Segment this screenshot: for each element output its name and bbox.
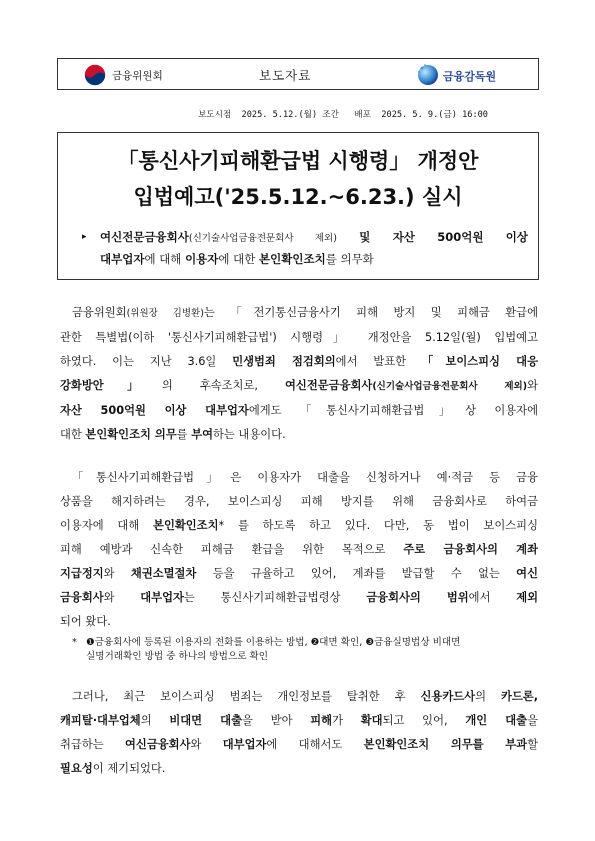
p1-line: 하였다. 이는 지난 3.6일 민생범죄 점검회의에서 발표한 「보이스피싱 대응 (60, 355, 539, 368)
p3-line: 그러나, 최근 보이스피싱 범죄는 개인정보를 탈취한 후 신용카드사의 카드론, (72, 690, 538, 703)
summary-line-2: 대부업자에 대해 이용자에 대한 본인확인조치를 의무화 (100, 252, 374, 266)
fss-globe-icon (416, 63, 440, 87)
paragraph-1 (60, 301, 538, 447)
p1-line: 금융위원회(위원장 김병환)는 「전기통신금융사기 피해 방지 및 피해금 환급에 (72, 306, 538, 319)
title-line-2: 입법예고('25.5.12.~6.23.) 실시 (133, 185, 463, 209)
title-box (57, 132, 539, 280)
p3-line: 취급하는 여신금융회사와 대부업자에 대해서도 본인확인조치 의무를 부과할 (60, 738, 538, 751)
p1-line: 대한 본인확인조치 의무를 부여하는 내용이다. (60, 428, 286, 441)
fsc-emblem-icon (84, 64, 106, 86)
partner-agency-name: 금융감독원 (443, 70, 497, 83)
footnote-marker: * (72, 637, 77, 648)
paragraph-3 (60, 685, 538, 781)
paragraph-2 (60, 466, 538, 634)
footnote-line-2: 실명거래확인 방법 중 하나의 방법으로 확인 (86, 651, 269, 662)
p1-line: 관한 특별법(이하 '통신사기피해환급법') 시행령」 개정안을 5.12일(월) 입법예고 (60, 331, 538, 344)
footnote-line-1: ❶금융회사에 등록된 이용자의 전화를 이용하는 방법, ❷대면 확인, ❸금융실명법상 비대면 (86, 637, 461, 648)
p3-line: 필요성이 제기되었다. (60, 762, 166, 775)
summary-line-1: 여신전문금융회사(신기술사업금융전문회사 제외) 및 자산 500억원 이상 (100, 230, 529, 244)
p2-line: 피해 예방과 신속한 피해금 환급을 위한 목적으로 주로 금융회사의 계좌 (60, 543, 538, 556)
p2-line: 이용자에 대해 본인확인조치* 를 하도록 하고 있다. 다만, 동 법이 보이스피싱 (60, 519, 538, 532)
p2-line: 되어 왔다. (60, 615, 111, 628)
doc-type-label: 보도자료 (259, 68, 312, 83)
p1-line: 강화방안」의 후속조치로, 여신전문금융회사(신기술사업금융전문회사 제외)와 (60, 379, 538, 392)
press-header (57, 58, 539, 90)
bullet-arrow-icon: ▸ (82, 232, 87, 242)
summary-bullet (82, 227, 528, 270)
p2-line: 상품을 해지하려는 경우, 보이스피싱 피해 방지를 위해 금융회사로 하여금 (60, 495, 538, 508)
p2-line: 금융회사와 대부업자는 통신사기피해환급법령상 금융회사의 범위에서 제외 (60, 591, 539, 604)
agency-name: 금융위원회 (112, 70, 163, 82)
p3-line: 캐피탈·대부업체의 비대면 대출을 받아 피해가 확대되고 있어, 개인 대출을 (60, 714, 538, 727)
p2-line: 「통신사기피해환급법」은 이용자가 대출을 신청하거나 예·적금 등 금융 (72, 471, 538, 484)
release-schedule: 보도시점 2025. 5.12.(월) 조간 배포 2025. 5. 9.(금) 16:00 (198, 110, 488, 120)
p2-line: 지급정지와 채권소멸절차 등을 규율하고 있어, 계좌를 발급할 수 없는 여신 (60, 567, 538, 580)
p1-line: 자산 500억원 이상 대부업자에게도 「통신사기피해환급법」상 이용자에 (60, 404, 539, 417)
footnote (72, 636, 538, 664)
title-line-1: 「통신사기피해환급법 시행령」 개정안 (117, 149, 479, 173)
